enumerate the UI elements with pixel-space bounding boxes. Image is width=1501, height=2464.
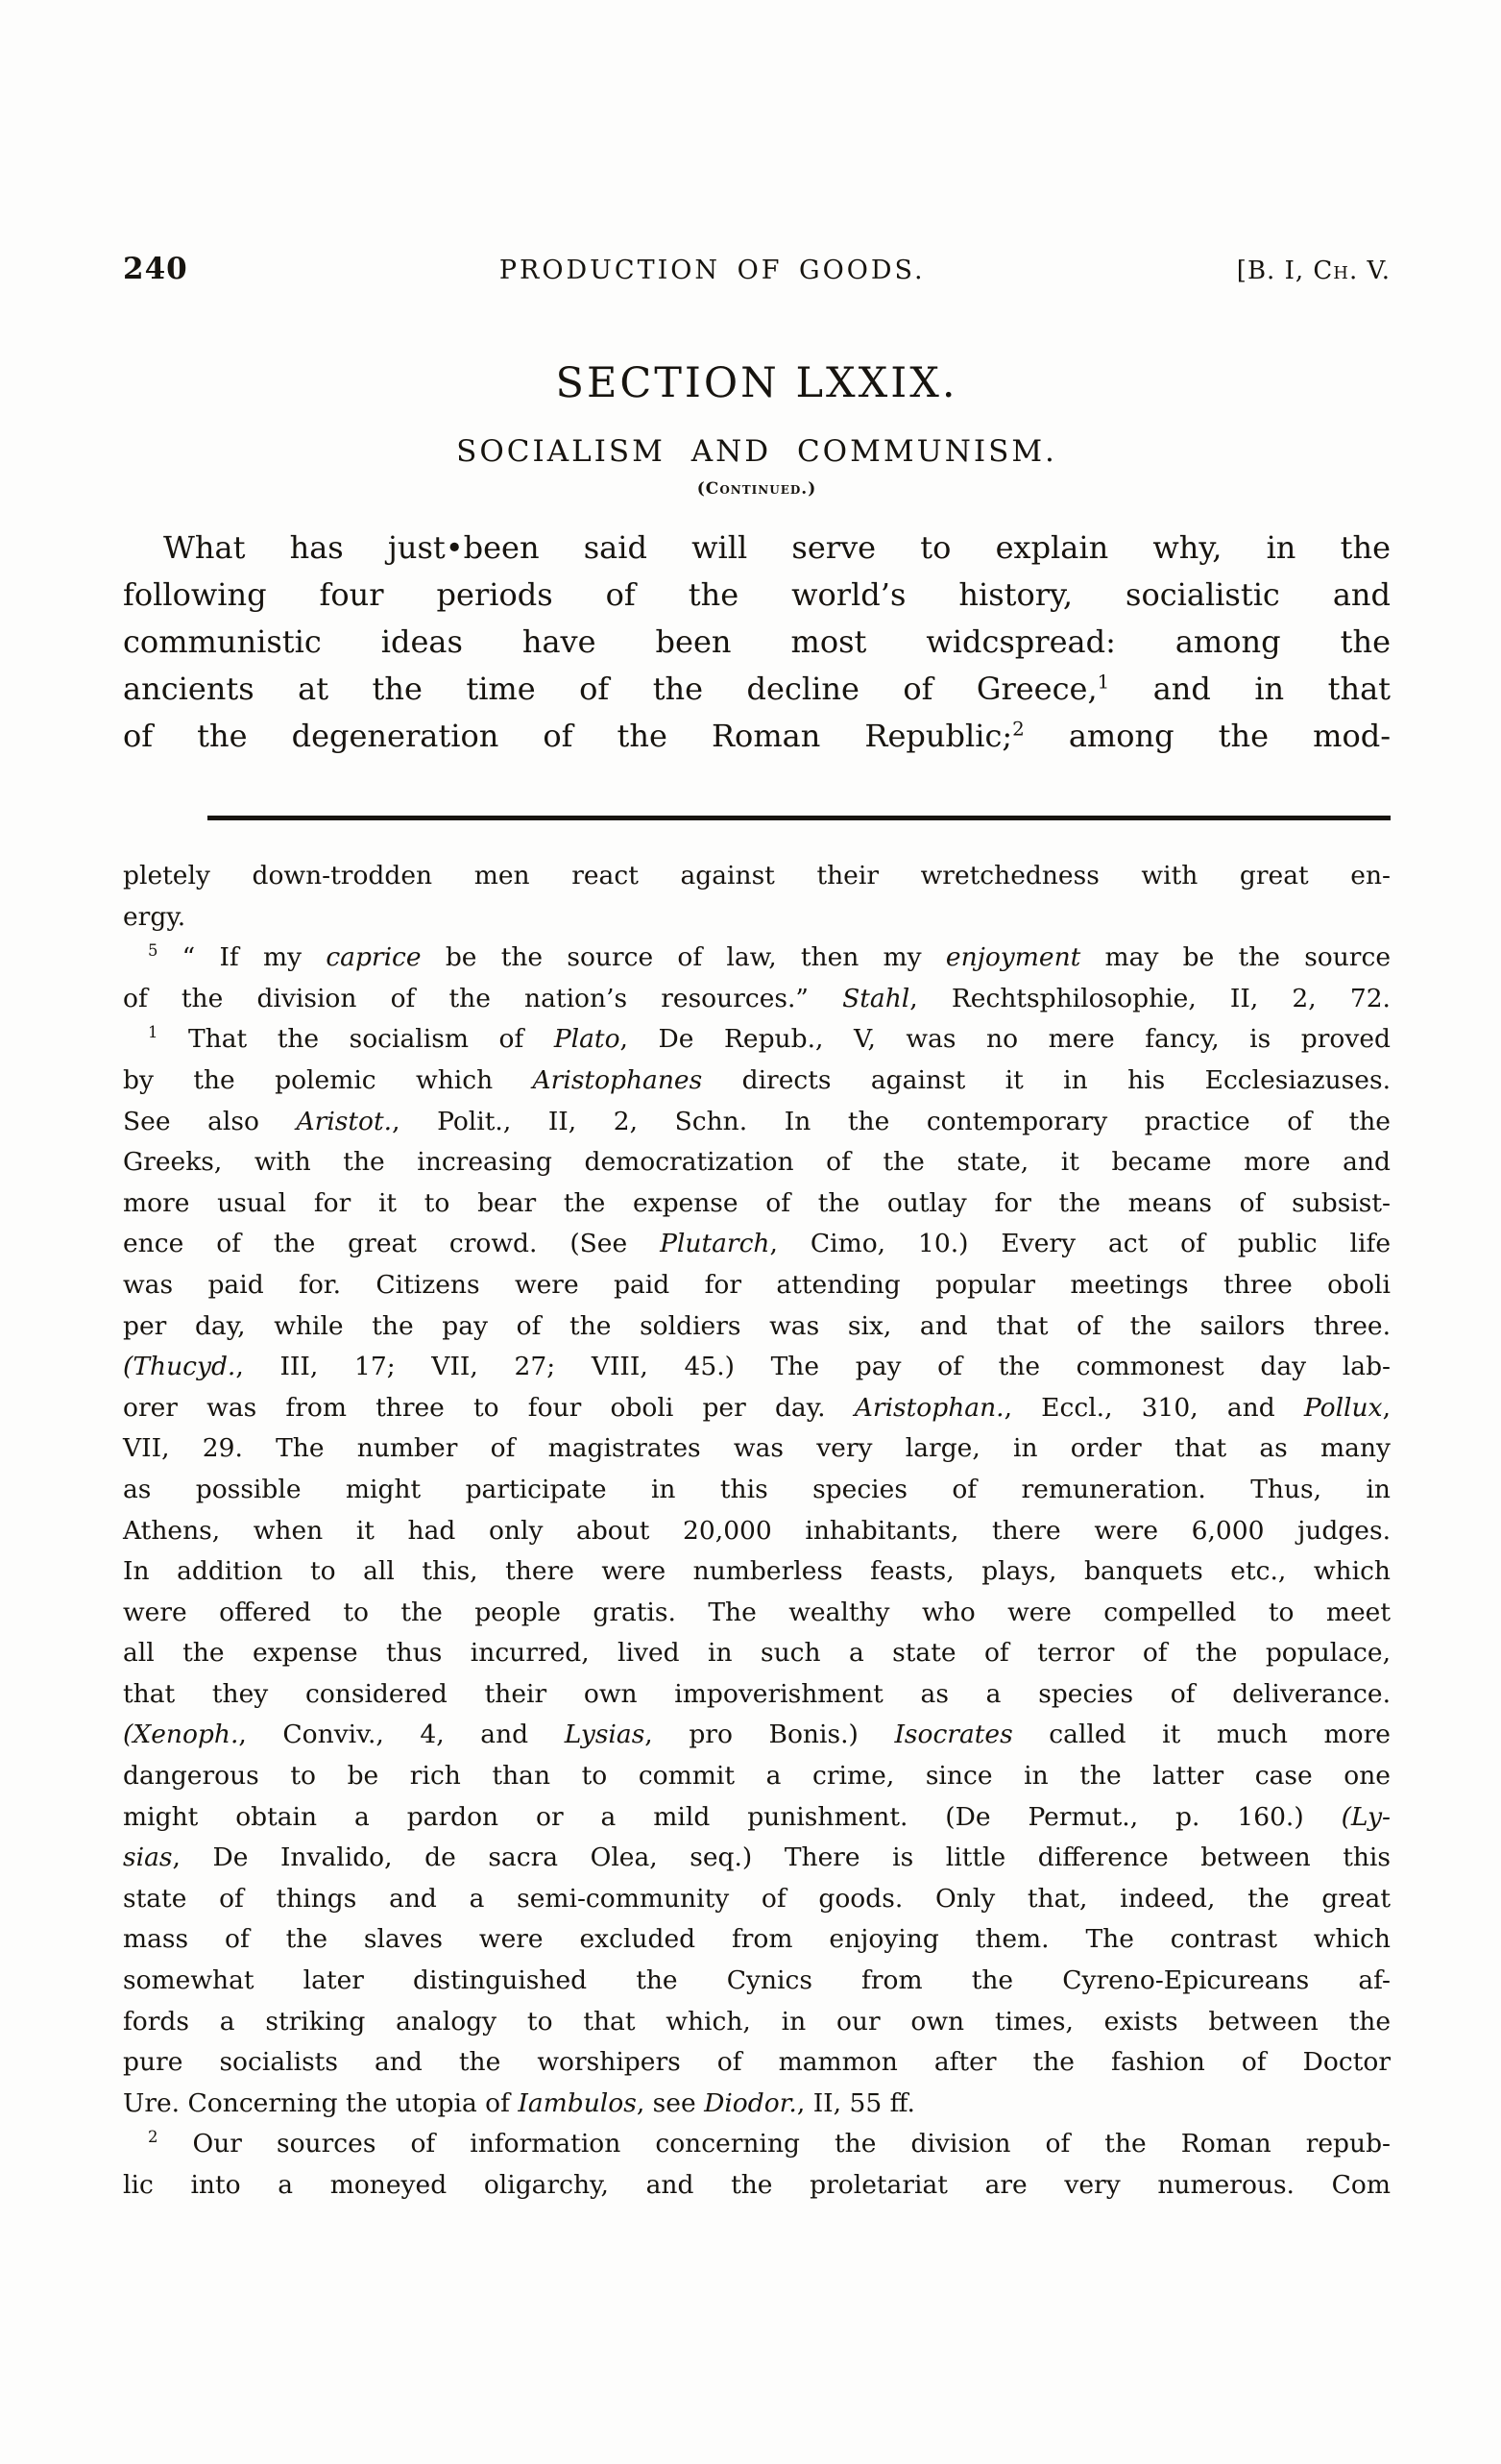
text-line: somewhat later distinguished the Cynics from the Cyreno-Epicureans af- xyxy=(123,1965,1391,1996)
text-line: that they considered their own impoverishment as a species of deliverance. xyxy=(123,1678,1391,1709)
text-line: ancients at the time of the decline of Greece,$^1$ and in that xyxy=(123,671,1391,707)
text-line: ence of the great crowd. (See Plutarch, Cimo, 10.) Every act of public life xyxy=(123,1229,1391,1259)
footnote-separator-rule xyxy=(207,816,1391,820)
text-line: more usual for it to bear the expense of the outlay for the means of subsist- xyxy=(123,1187,1391,1218)
continued-note: (Continued.) xyxy=(696,479,817,499)
text-line: as possible might participate in this species of remuneration. Thus, in xyxy=(123,1474,1391,1504)
text-line: following four periods of the world’s history, socialistic and xyxy=(123,576,1391,613)
running-title: PRODUCTION OF GOODS. xyxy=(498,256,926,285)
text-line: (Thucyd., III, 17; VII, 27; VIII, 45.) The pay of the commonest day lab- xyxy=(123,1352,1391,1382)
text-line: Greeks, with the increasing democratization of the state, it became more and xyxy=(123,1147,1391,1178)
text-line: sias, De Invalido, de sacra Olea, seq.) There is little difference between this xyxy=(123,1842,1391,1873)
text-line: dangerous to be rich than to commit a crime, since in the latter case one xyxy=(123,1761,1391,1792)
text-line: mass of the slaves were excluded from enjoying them. The contrast which xyxy=(123,1924,1391,1955)
text-line: lic into a moneyed oligarchy, and the proletariat are very numerous. Com xyxy=(123,2170,1391,2200)
text-line: of the division of the nation’s resources.” Stahl, Rechtsphilosophie, II, 2, 72. xyxy=(123,983,1391,1013)
text-line: $^2$ Our sources of information concerning the division of the Roman repub- xyxy=(148,2128,1391,2159)
text-line: all the expense thus incurred, lived in such a state of terror of the populace, xyxy=(123,1638,1391,1669)
text-line: In addition to all this, there were numberless feasts, plays, banquets etc., which xyxy=(123,1556,1391,1587)
text-line: Athens, when it had only about 20,000 inhabitants, there were 6,000 judges. xyxy=(123,1515,1391,1546)
text-line: $^5$ “ If my caprice be the source of law, then my enjoyment may be the source xyxy=(148,941,1392,973)
text-line: What has just•been said will serve to explain why, in the xyxy=(163,529,1391,566)
text-line: communistic ideas have been most widcspread: among the xyxy=(123,623,1391,660)
footnotes-block xyxy=(123,856,1391,2207)
text-line: might obtain a pardon or a mild punishment. (De Permut., p. 160.) (Ly- xyxy=(123,1801,1391,1832)
text-line: VII, 29. The number of magistrates was very large, in order that as many xyxy=(123,1433,1391,1464)
text-line: of the degeneration of the Roman Republic;$^2$ among the mod- xyxy=(123,718,1392,754)
text-line: ergy. xyxy=(123,901,186,932)
text-line: (Xenoph., Conviv., 4, and Lysias, pro Bonis.) Isocrates called it much more xyxy=(123,1720,1391,1750)
text-line: by the polemic which Aristophanes directs against it in his Ecclesiazuses. xyxy=(123,1064,1391,1095)
text-line: were offered to the people gratis. The wealthy who were compelled to meet xyxy=(123,1597,1391,1627)
text-line: pure socialists and the worshipers of mammon after the fashion of Doctor xyxy=(123,2047,1391,2078)
text-line: state of things and a semi-community of goods. Only that, indeed, the great xyxy=(123,1883,1391,1914)
text-line: fords a striking analogy to that which, in our own times, exists between the xyxy=(123,2006,1391,2037)
section-title: SECTION LXXIX. xyxy=(555,359,958,407)
text-line: was paid for. Citizens were paid for attending popular meetings three oboli xyxy=(123,1269,1391,1300)
page-number: 240 xyxy=(123,252,188,286)
text-line: per day, while the pay of the soldiers was six, and that of the sailors three. xyxy=(123,1310,1391,1341)
section-subtitle: SOCIALISM AND COMMUNISM. xyxy=(456,434,1057,469)
text-line: $^1$ That the socialism of Plato, De Repub., V, was no mere fancy, is proved xyxy=(148,1023,1391,1055)
text-line: Ure. Concerning the utopia of Iambulos, see Diodor., II, 55 ff. xyxy=(123,2087,915,2118)
running-header xyxy=(123,0,1391,286)
text-line: pletely down-trodden men react against their wretchedness with great en- xyxy=(123,861,1391,890)
text-line: See also Aristot., Polit., II, 2, Schn. In the contemporary practice of the xyxy=(123,1106,1391,1136)
main-paragraph xyxy=(123,525,1391,760)
chapter-reference: [B. I, Ch. V. xyxy=(1236,256,1391,285)
text-line: orer was from three to four oboli per day. Aristophan., Eccl., 310, and Pollux, xyxy=(123,1392,1391,1423)
